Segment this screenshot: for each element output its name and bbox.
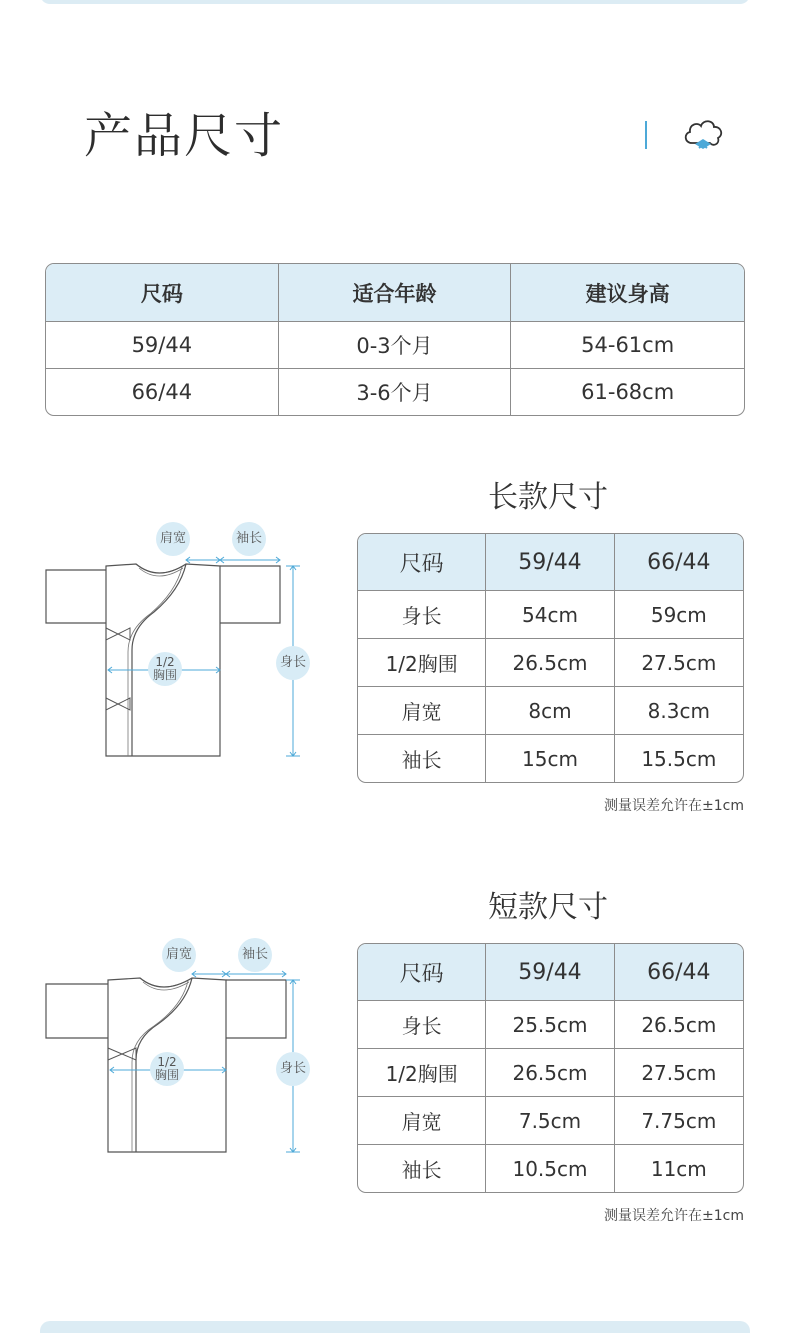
chest-badge-bottom: 胸围 [154,1068,179,1082]
body-length-badge: 身长 [276,1052,310,1086]
header-cell: 尺码 [46,264,279,322]
table-cell: 26.5cm [486,1049,614,1097]
table-row [358,735,743,782]
table-cell: 0-3个月 [279,322,512,369]
table-header-row [358,944,743,1001]
chest-badge-top: 1/2 [155,655,175,669]
measurement-note: 测量误差允许在±1cm [604,798,744,814]
table-row [46,369,744,415]
table-cell: 27.5cm [615,639,743,687]
table-cell: 3-6个月 [279,369,512,415]
short-style-title: 短款尺寸 [488,890,608,925]
shoulder-width-badge: 肩宽 [156,522,190,556]
table-header-row [46,264,744,322]
table-cell: 8cm [486,687,614,735]
long-garment-drawing [40,520,320,770]
header-cell: 59/44 [486,534,614,591]
table-row [358,1145,743,1192]
table-row [46,322,744,369]
table-cell: 66/44 [46,369,279,415]
table-cell: 15.5cm [641,746,717,771]
table-cell: 25.5cm [486,1001,614,1049]
table-cell: 26.5cm [615,1001,743,1049]
sleeve-length-badge: 袖长 [232,522,266,556]
chest-badge [148,652,182,686]
title-divider [645,121,647,149]
table-cell: 1/2胸围 [358,639,486,687]
header-cell: 适合年龄 [279,264,512,322]
body-length-badge: 身长 [276,646,310,680]
table-header-row [358,534,743,591]
long-garment-diagram [40,520,320,770]
table-row [358,1097,743,1145]
table-cell: 59cm [615,591,743,639]
table-cell: 27.5cm [615,1049,743,1097]
page-title: 产品尺寸 [84,108,285,164]
table-cell: 26.5cm [486,639,614,687]
size-table [45,263,745,416]
table-row [358,687,743,735]
measurement-note: 测量误差允许在±1cm [604,1208,744,1224]
table-cell: 54cm [486,591,614,639]
table-cell: 8.3cm [615,687,743,735]
header-cell: 尺码 [358,944,486,1001]
chest-badge-bottom: 胸围 [152,668,177,682]
short-garment-diagram [40,936,320,1166]
header-cell: 尺码 [358,534,486,591]
header-cell: 59/44 [486,944,614,1001]
table-row [358,639,743,687]
table-cell: 袖长 [358,735,486,782]
chest-badge [150,1052,184,1086]
long-style-table [357,533,744,783]
top-edge-band [40,0,750,4]
table-cell: 肩宽 [358,687,486,735]
table-row [358,591,743,639]
chest-badge-top: 1/2 [157,1055,177,1069]
table-cell: 10.5cm [486,1145,614,1192]
table-cell: 1/2胸围 [358,1049,486,1097]
sleeve-length-badge: 袖长 [238,938,272,972]
table-cell: 身长 [358,591,486,639]
table-cell: 身长 [358,1001,486,1049]
table-cell: 61-68cm [581,380,675,404]
cotton-icon [680,113,726,155]
table-cell: 11cm [650,1156,707,1181]
table-cell: 袖长 [358,1145,486,1192]
table-row [358,1001,743,1049]
table-row [358,1049,743,1097]
table-cell: 54-61cm [511,322,744,369]
table-cell: 7.75cm [615,1097,743,1145]
short-style-table [357,943,744,1193]
long-style-title: 长款尺寸 [488,480,608,515]
header-cell: 66/44 [615,534,743,591]
header-cell: 66/44 [615,944,743,1001]
table-cell: 15cm [486,735,614,782]
header-cell: 建议身高 [511,264,744,322]
bottom-edge-band [40,1321,750,1333]
table-cell: 7.5cm [486,1097,614,1145]
table-cell: 肩宽 [358,1097,486,1145]
table-cell: 59/44 [46,322,279,369]
shoulder-width-badge: 肩宽 [162,938,196,972]
